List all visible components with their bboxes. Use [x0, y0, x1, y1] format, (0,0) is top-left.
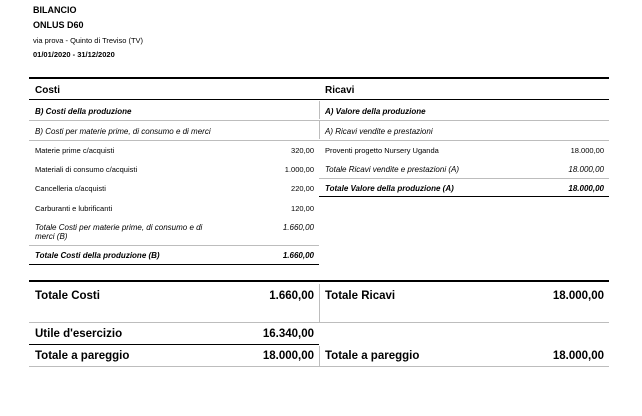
- row-divider: [29, 120, 319, 121]
- column-separator: [319, 121, 320, 139]
- costi-section-total-label: Totale Costi della produzione (B): [35, 251, 160, 260]
- pareggio-right-amount: 18.000,00: [552, 350, 604, 362]
- costi-item-amount: 120,00: [291, 204, 314, 213]
- row-divider: [319, 140, 609, 141]
- totals-top-rule: [29, 280, 609, 282]
- costi-section-total-amount: 1.660,00: [282, 251, 314, 260]
- costi-item-label: Cancelleria c/acquisti: [35, 184, 106, 193]
- column-separator: [319, 101, 320, 119]
- section-total-rule: [319, 196, 609, 197]
- costi-subtotal-label-cont: merci (B): [35, 232, 68, 241]
- totale-ricavi-amount: 18.000,00: [552, 290, 604, 302]
- row-divider: [319, 120, 609, 121]
- utile-label: Utile d'esercizio: [35, 328, 123, 340]
- ricavi-item-amount: 18.000,00: [570, 146, 604, 155]
- ricavi-section-total-label: Totale Valore della produzione (A): [325, 184, 454, 193]
- ricavi-section-label: A) Valore della produzione: [325, 107, 426, 116]
- ricavi-heading: Ricavi: [325, 85, 355, 96]
- column-separator: [319, 346, 320, 366]
- costi-item-amount: 320,00: [291, 146, 314, 155]
- costi-item-label: Materiali di consumo c/acquisti: [35, 165, 138, 174]
- heading-rule: [29, 99, 609, 100]
- totale-costi-amount: 1.660,00: [269, 290, 314, 302]
- organization-name: ONLUS D60: [33, 20, 84, 30]
- row-divider: [29, 366, 609, 367]
- costi-heading: Costi: [35, 85, 60, 96]
- pareggio-left-label: Totale a pareggio: [35, 350, 130, 362]
- costi-subsection-label: B) Costi per materie prime, di consumo e di merci: [35, 127, 211, 136]
- row-divider: [29, 245, 319, 246]
- costi-subtotal-amount: 1.660,00: [282, 223, 314, 232]
- column-separator: [319, 284, 320, 322]
- costi-item-label: Carburanti e lubrificanti: [35, 204, 113, 213]
- organization-address: via prova - Quinto di Treviso (TV): [33, 36, 144, 45]
- row-divider: [29, 322, 609, 323]
- utile-rule: [29, 344, 319, 345]
- pareggio-right-label: Totale a pareggio: [325, 350, 420, 362]
- top-rule: [29, 77, 609, 79]
- section-total-rule: [29, 264, 319, 265]
- costi-subtotal-label: Totale Costi per materie prime, di consumo e di: [35, 223, 203, 232]
- ricavi-subtotal-amount: 18.000,00: [568, 165, 604, 174]
- ricavi-subsection-label: A) Ricavi vendite e prestazioni: [325, 127, 433, 136]
- costi-item-amount: 1.000,00: [284, 165, 314, 174]
- ricavi-item-label: Proventi progetto Nursery Uganda: [325, 146, 439, 155]
- row-divider: [319, 178, 609, 179]
- totale-costi-label: Totale Costi: [35, 290, 100, 302]
- pareggio-left-amount: 18.000,00: [262, 350, 314, 362]
- row-divider: [29, 140, 319, 141]
- costi-section-label: B) Costi della produzione: [35, 107, 132, 116]
- ricavi-section-total-amount: 18.000,00: [568, 184, 604, 193]
- utile-amount: 16.340,00: [262, 328, 314, 340]
- document-title: BILANCIO: [33, 5, 77, 15]
- ricavi-subtotal-label: Totale Ricavi vendite e prestazioni (A): [325, 165, 459, 174]
- costi-item-label: Materie prime c/acquisti: [35, 146, 115, 155]
- totale-ricavi-label: Totale Ricavi: [325, 290, 396, 302]
- report-period: 01/01/2020 - 31/12/2020: [33, 50, 115, 59]
- costi-item-amount: 220,00: [291, 184, 314, 193]
